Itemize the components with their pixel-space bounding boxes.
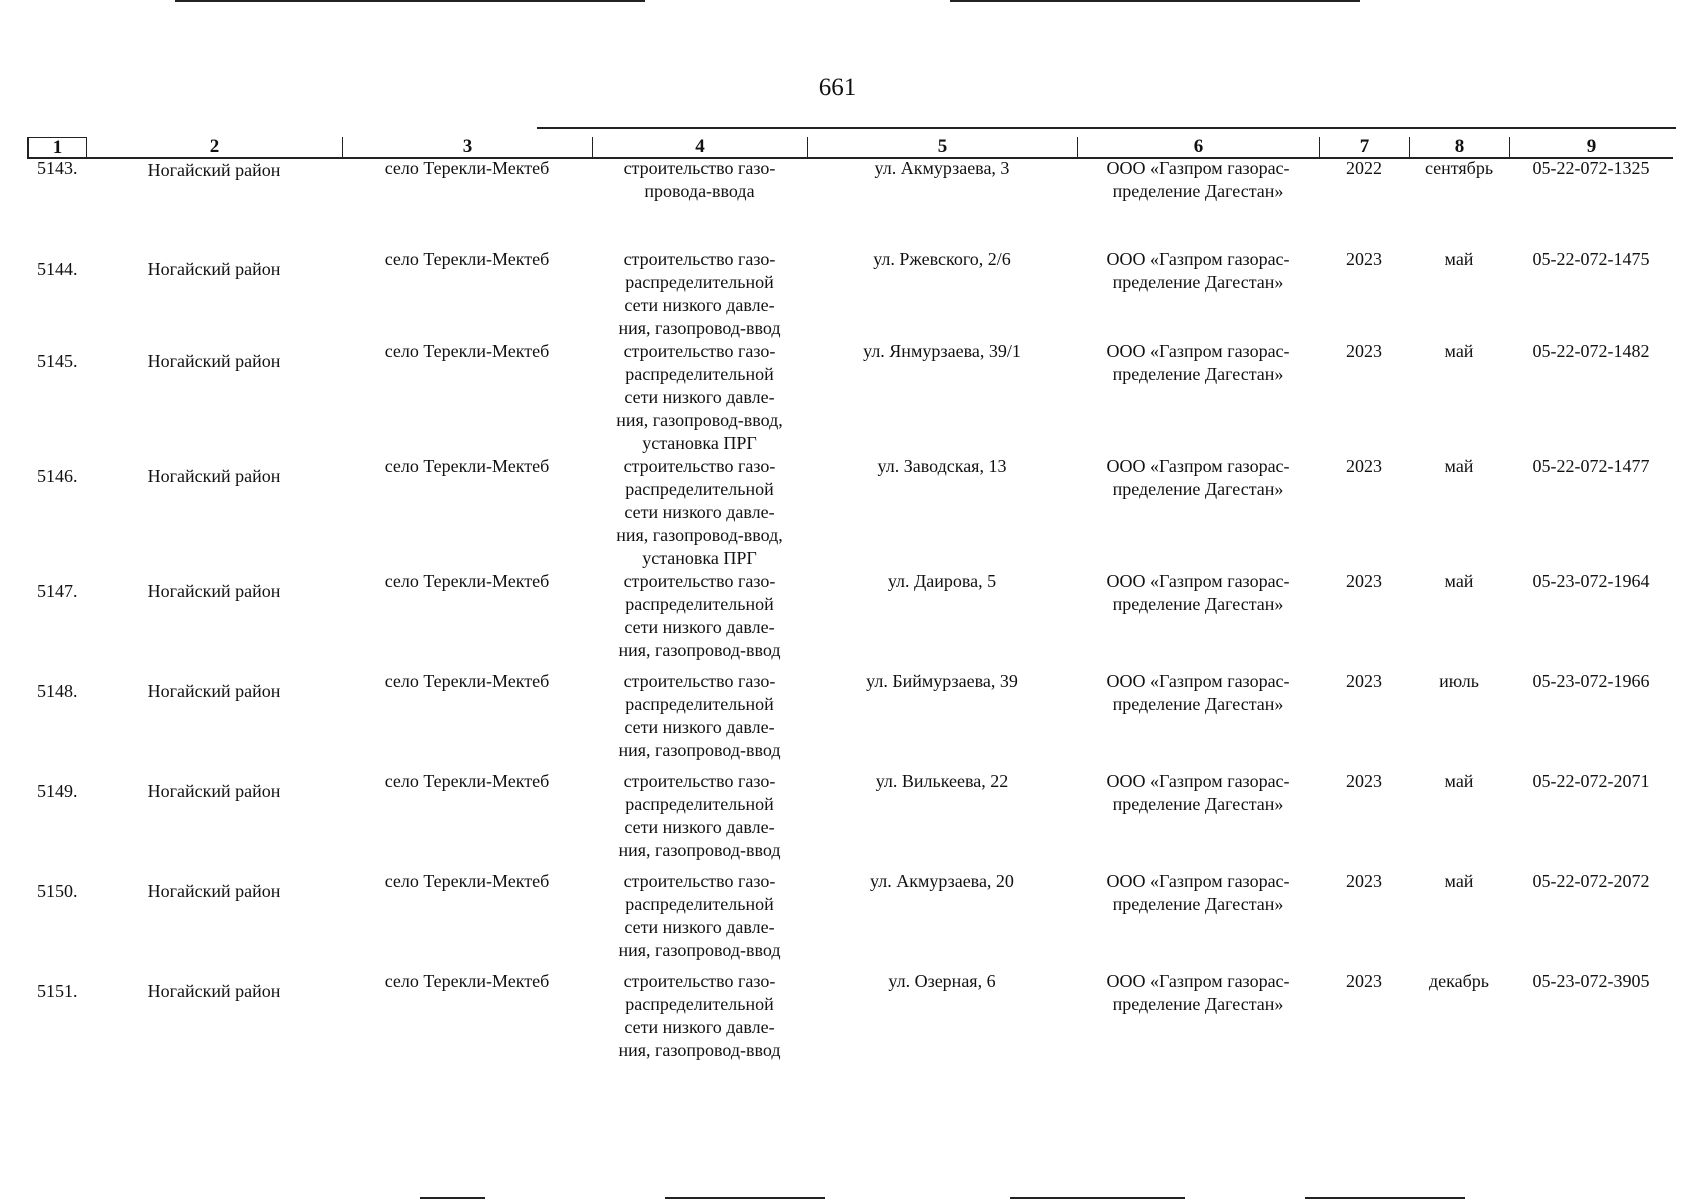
address: ул. Ржевского, 2/6 <box>873 249 1011 269</box>
work-description: строительство газо- распределительной сети низкого давле- ния, газопровод-ввод, установка ПРГ <box>616 341 783 453</box>
work-description: строительство газо- распределительной сети низкого давле- ния, газопровод-ввод <box>618 771 781 860</box>
table-row <box>27 670 1673 770</box>
column-header-9: 9 <box>1509 137 1673 158</box>
settlement: село Терекли-Мектеб <box>384 249 550 269</box>
work-description: строительство газо- распределительной сети низкого давле- ния, газопровод-ввод <box>618 671 781 760</box>
month: июль <box>1439 671 1479 691</box>
settlement: село Терекли-Мектеб <box>384 971 550 991</box>
year: 2023 <box>1346 249 1382 269</box>
column-header-2: 2 <box>86 137 342 158</box>
month: май <box>1444 871 1474 891</box>
table-row <box>27 248 1673 340</box>
bottom-edge-line-4 <box>1305 1197 1465 1199</box>
address: ул. Заводская, 13 <box>877 456 1007 476</box>
work-description: строительство газо- распределительной сети низкого давле- ния, газопровод-ввод, установка ПРГ <box>616 456 783 568</box>
code: 05-23-072-3905 <box>1532 971 1650 991</box>
row-number: 5147. <box>37 581 78 601</box>
bottom-edge-line-1 <box>420 1197 485 1199</box>
organization: ООО «Газпром газорас- пределение Дагестан» <box>1106 341 1290 384</box>
column-header-5: 5 <box>807 137 1077 158</box>
code: 05-22-072-1475 <box>1532 249 1650 269</box>
settlement: село Терекли-Мектеб <box>384 158 550 178</box>
address: ул. Биймурзаева, 39 <box>866 671 1018 691</box>
month: май <box>1444 571 1474 591</box>
year: 2023 <box>1346 456 1382 476</box>
row-number: 5150. <box>37 881 78 901</box>
row-number: 5143. <box>37 158 78 178</box>
year: 2023 <box>1346 871 1382 891</box>
month: май <box>1444 771 1474 791</box>
year: 2023 <box>1346 571 1382 591</box>
organization: ООО «Газпром газорас- пределение Дагестан» <box>1106 971 1290 1014</box>
settlement: село Терекли-Мектеб <box>384 341 550 361</box>
settlement: село Терекли-Мектеб <box>384 771 550 791</box>
address: ул. Акмурзаева, 3 <box>874 158 1010 178</box>
table-body <box>27 157 1673 1070</box>
year: 2023 <box>1346 341 1382 361</box>
district: Ногайский район <box>147 160 281 180</box>
table-row <box>27 455 1673 570</box>
work-description: строительство газо- провода-ввода <box>623 158 776 201</box>
organization: ООО «Газпром газорас- пределение Дагестан» <box>1106 158 1290 201</box>
top-edge-line-right <box>950 0 1360 2</box>
bottom-edge-line-3 <box>1010 1197 1185 1199</box>
work-description: строительство газо- распределительной сети низкого давле- ния, газопровод-ввод <box>618 971 781 1060</box>
year: 2023 <box>1346 971 1382 991</box>
district: Ногайский район <box>147 881 281 901</box>
address: ул. Вилькеева, 22 <box>875 771 1009 791</box>
code: 05-23-072-1964 <box>1532 571 1650 591</box>
column-header-3: 3 <box>342 137 592 158</box>
month: декабрь <box>1429 971 1489 991</box>
organization: ООО «Газпром газорас- пределение Дагестан» <box>1106 456 1290 499</box>
district: Ногайский район <box>147 681 281 701</box>
table-row <box>27 570 1673 670</box>
month: май <box>1444 341 1474 361</box>
address: ул. Озерная, 6 <box>888 971 996 991</box>
organization: ООО «Газпром газорас- пределение Дагестан» <box>1106 771 1290 814</box>
code: 05-22-072-1482 <box>1532 341 1650 361</box>
address: ул. Янмурзаева, 39/1 <box>863 341 1021 361</box>
district: Ногайский район <box>147 351 281 371</box>
code: 05-22-072-1325 <box>1532 158 1650 178</box>
row-number: 5144. <box>37 259 78 279</box>
year: 2022 <box>1346 158 1382 178</box>
district: Ногайский район <box>147 259 281 279</box>
column-header-7: 7 <box>1319 137 1409 158</box>
month: май <box>1444 249 1474 269</box>
work-description: строительство газо- распределительной сети низкого давле- ния, газопровод-ввод <box>618 249 781 338</box>
table-row <box>27 770 1673 870</box>
organization: ООО «Газпром газорас- пределение Дагестан» <box>1106 871 1290 914</box>
row-number: 5149. <box>37 781 78 801</box>
year: 2023 <box>1346 671 1382 691</box>
table-top-rule <box>537 127 1676 129</box>
organization: ООО «Газпром газорас- пределение Дагестан» <box>1106 249 1290 292</box>
code: 05-23-072-1966 <box>1532 671 1650 691</box>
page-number: 661 <box>818 74 857 101</box>
row-number: 5151. <box>37 981 78 1001</box>
code: 05-22-072-1477 <box>1532 456 1650 476</box>
row-number: 5145. <box>37 351 78 371</box>
column-header-4: 4 <box>592 137 807 158</box>
year: 2023 <box>1346 771 1382 791</box>
work-description: строительство газо- распределительной сети низкого давле- ния, газопровод-ввод <box>618 871 781 960</box>
table-row <box>27 340 1673 455</box>
district: Ногайский район <box>147 781 281 801</box>
row-number: 5148. <box>37 681 78 701</box>
column-header-1: 1 <box>27 137 86 158</box>
table-row <box>27 870 1673 970</box>
top-edge-line-left <box>175 0 645 2</box>
district: Ногайский район <box>147 581 281 601</box>
settlement: село Терекли-Мектеб <box>384 871 550 891</box>
table-header-row <box>27 137 1673 159</box>
organization: ООО «Газпром газорас- пределение Дагестан» <box>1106 671 1290 714</box>
work-description: строительство газо- распределительной сети низкого давле- ния, газопровод-ввод <box>618 571 781 660</box>
address: ул. Даирова, 5 <box>887 571 997 591</box>
bottom-edge-line-2 <box>665 1197 825 1199</box>
address: ул. Акмурзаева, 20 <box>870 871 1014 891</box>
settlement: село Терекли-Мектеб <box>384 671 550 691</box>
column-header-8: 8 <box>1409 137 1509 158</box>
settlement: село Терекли-Мектеб <box>384 571 550 591</box>
column-header-6: 6 <box>1077 137 1319 158</box>
table-row <box>27 157 1673 248</box>
settlement: село Терекли-Мектеб <box>384 456 550 476</box>
row-number: 5146. <box>37 466 78 486</box>
organization: ООО «Газпром газорас- пределение Дагестан» <box>1106 571 1290 614</box>
month: сентябрь <box>1424 158 1494 178</box>
table-row <box>27 970 1673 1070</box>
code: 05-22-072-2071 <box>1532 771 1650 791</box>
code: 05-22-072-2072 <box>1532 871 1650 891</box>
district: Ногайский район <box>147 466 281 486</box>
month: май <box>1444 456 1474 476</box>
district: Ногайский район <box>147 981 281 1001</box>
